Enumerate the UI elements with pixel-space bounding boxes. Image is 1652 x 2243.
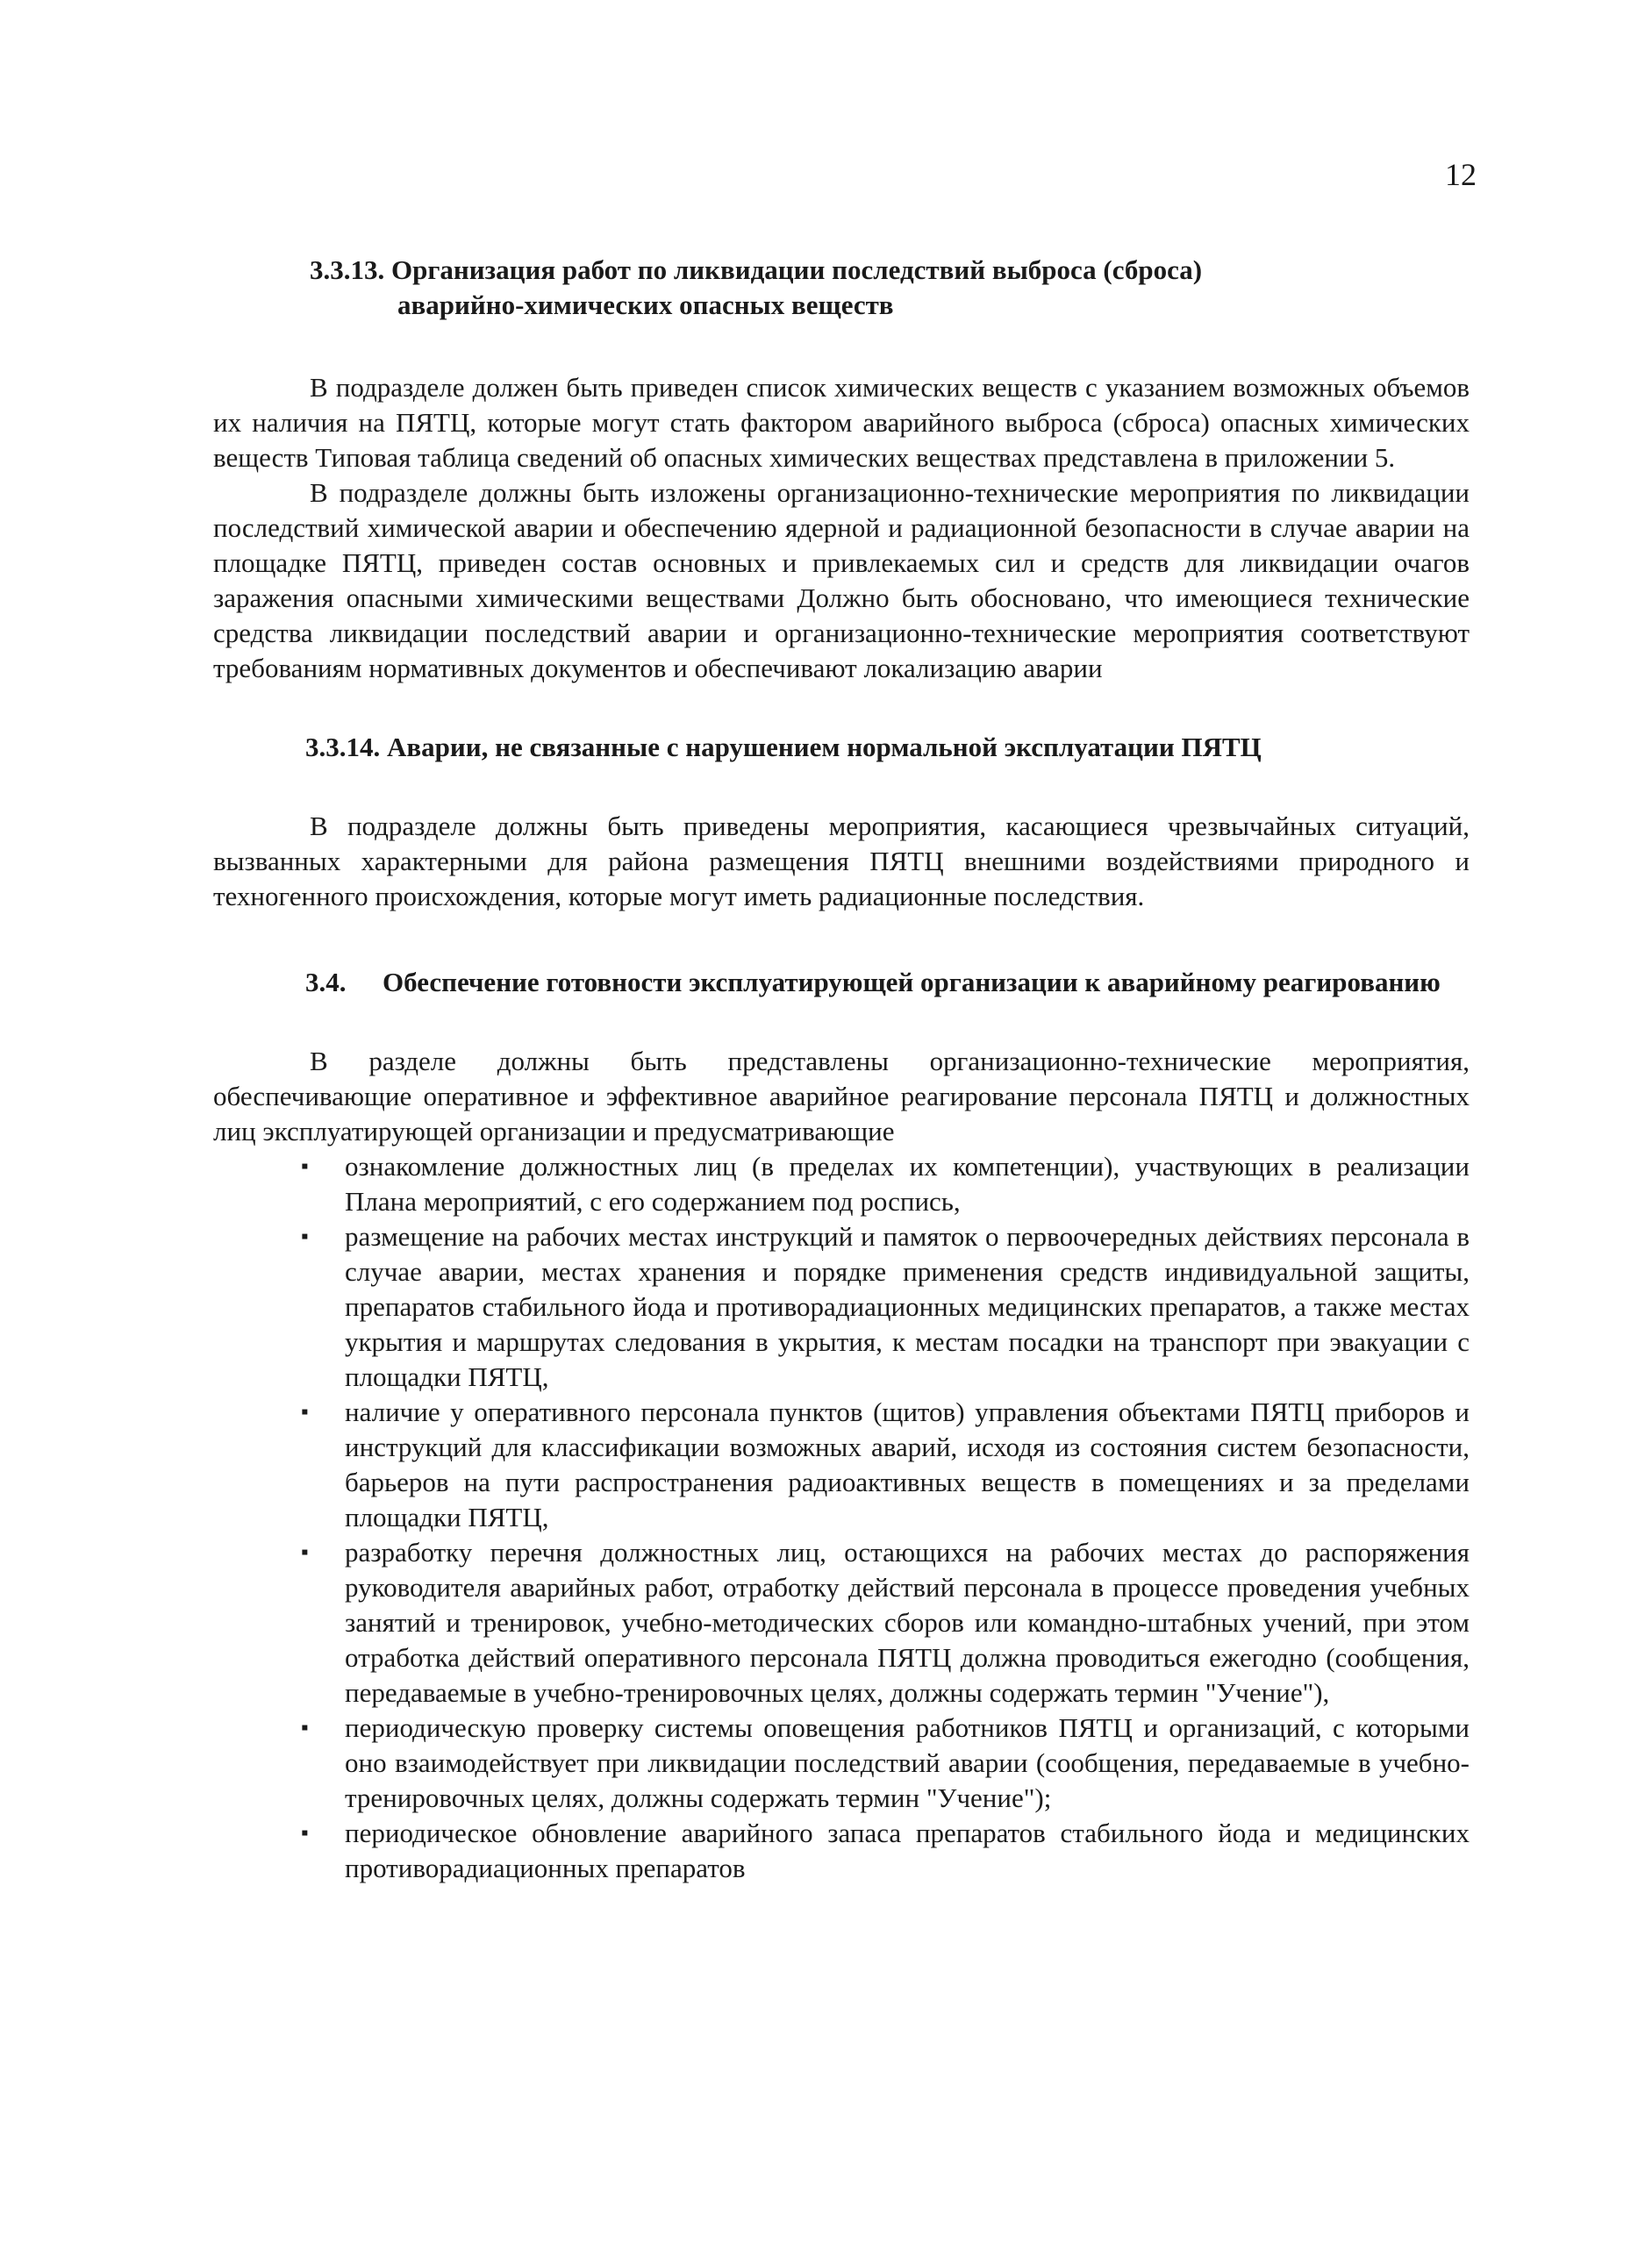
- document-body: [213, 253, 1470, 1886]
- list-item-text: разработку перечня должностных лиц, остающихся на рабочих местах до распоряжения руководителя аварийных работ, отработку действий персонала в процессе проведения учебных занятий и тренировок, учебно-методических сборов или командно-штабных учений, при этом отработка действий оперативного персонала ПЯТЦ должна проводиться ежегодно (сообщения, передаваемые в учебно-тренировочных целях, должны содержать термин "Учение"),: [345, 1537, 1470, 1708]
- list-item-text: размещение на рабочих местах инструкций и памяток о первоочередных действиях персонала в случае аварии, местах хранения и порядке применения средств индивидуальной защиты, препаратов стабильного йода и противорадиационных медицинских препаратов, а также местах укрытия и маршрутах следования в укрытия, к местам посадки на транспорт при эвакуации с площадки ПЯТЦ,: [345, 1221, 1470, 1392]
- section-3-3-13-heading: [310, 253, 1470, 323]
- section-3-3-13-paragraph-2: В подразделе должны быть изложены организационно-технические мероприятия по ликвидации последствий химической аварии и обеспечению ядерной и радиационной безопасности в случае аварии на площадке ПЯТЦ, приведен состав основных и привлекаемых сил и средств для ликвидации очагов заражения опасными химическими веществами Должно быть обосновано, что имеющиеся технические средства ликвидации последствий аварии и организационно-технические мероприятия соответствуют требованиям нормативных документов и обеспечивают локализацию аварии: [213, 477, 1470, 683]
- list-item: [301, 1149, 1470, 1219]
- section-3-3-13-heading-line1: 3.3.13. Организация работ по ликвидации последствий выброса (сброса): [310, 254, 1203, 285]
- list-item-text: периодическую проверку системы оповещения работников ПЯТЦ и организаций, с которыми оно взаимодействует при ликвидации последствий аварии (сообщения, передаваемые в учебно-тренировочных целях, должны содержать термин "Учение");: [345, 1712, 1470, 1813]
- section-3-4-heading: [305, 965, 1470, 1000]
- list-item: [301, 1711, 1470, 1816]
- list-item-text: ознакомление должностных лиц (в пределах их компетенции), участвующих в реализации Плана мероприятий, с его содержанием под роспись,: [345, 1151, 1470, 1217]
- bullet-icon: ▪: [301, 1541, 309, 1564]
- bullet-icon: ▪: [301, 1401, 309, 1424]
- bullet-icon: ▪: [301, 1822, 309, 1845]
- section-3-4-heading-text: Обеспечение готовности эксплуатирующей организации к аварийному реагированию: [383, 967, 1441, 997]
- bullet-icon: ▪: [301, 1155, 309, 1178]
- bullet-icon: ▪: [301, 1225, 309, 1248]
- bullet-icon: ▪: [301, 1717, 309, 1739]
- section-3-3-14-heading: 3.3.14. Аварии, не связанные с нарушением нормальной эксплуатации ПЯТЦ: [305, 732, 1262, 762]
- section-3-4-bullet-list: [213, 1149, 1470, 1886]
- list-item: [301, 1395, 1470, 1535]
- section-3-3-13-heading-line2: аварийно-химических опасных веществ: [397, 289, 894, 320]
- section-3-4-heading-number: 3.4.: [305, 967, 347, 997]
- list-item-text: периодическое обновление аварийного запаса препаратов стабильного йода и медицинских противорадиационных препаратов: [345, 1818, 1470, 1883]
- list-item: [301, 1219, 1470, 1395]
- list-item: [301, 1816, 1470, 1886]
- page-number: 12: [1445, 157, 1477, 192]
- section-3-4-intro: В разделе должны быть представлены организационно-технические мероприятия, обеспечивающие оперативное и эффективное аварийное реагирование персонала ПЯТЦ и должностных лиц эксплуатирующей организации и предусматривающие: [213, 1046, 1470, 1147]
- list-item-text: наличие у оперативного персонала пунктов (щитов) управления объектами ПЯТЦ приборов и инструкций для классификации возможных аварий, исходя из состояния систем безопасности, барьеров на пути распространения радиоактивных веществ в помещениях и за пределами площадки ПЯТЦ,: [345, 1397, 1470, 1532]
- section-3-3-13-paragraph-1: В подразделе должен быть приведен список химических веществ с указанием возможных объемов их наличия на ПЯТЦ, которые могут стать фактором аварийного выброса (сброса) опасных химических веществ Типовая таблица сведений об опасных химических веществах представлена в приложении 5.: [213, 372, 1470, 473]
- list-item: [301, 1535, 1470, 1711]
- section-3-3-14-paragraph-1: В подразделе должны быть приведены мероприятия, касающиеся чрезвычайных ситуаций, вызванных характерными для района размещения ПЯТЦ внешними воздействиями природного и техногенного происхождения, которые могут иметь радиационные последствия.: [213, 811, 1470, 911]
